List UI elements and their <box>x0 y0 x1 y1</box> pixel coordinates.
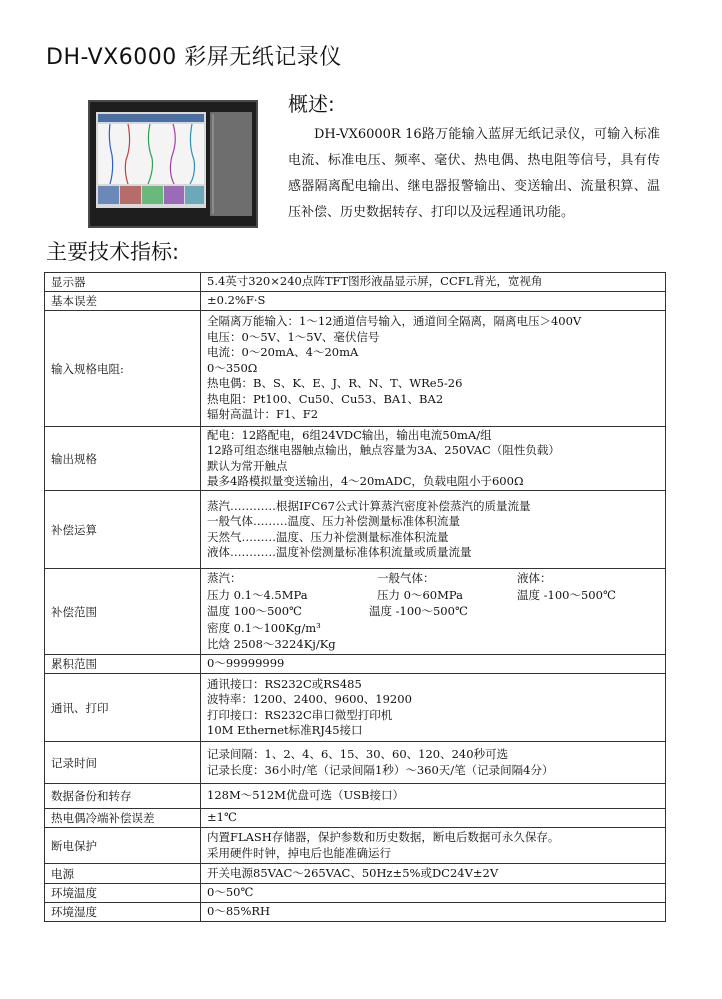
spec-row <box>45 903 666 922</box>
spec-value-line: 热电阻：Pt100、Cu50、Cu53、BA1、BA2 <box>207 391 444 406</box>
grid-cell: 温度 100～500℃ <box>207 604 302 619</box>
grid-cell: 密度 0.1～100Kg/m³ <box>207 620 321 635</box>
spec-value-line: 天然气………温度、压力补偿测量标准体积流量 <box>207 529 449 544</box>
grid-cell: 一般气体： <box>377 571 435 586</box>
spec-value-line: 记录间隔：1、2、4、6、15、30、60、120、240秒可选 <box>207 747 509 761</box>
grid-cell <box>517 620 659 637</box>
spec-value <box>201 903 666 922</box>
grid-cell: 温度 -100～500℃ <box>369 604 468 619</box>
spec-value-line: 打印接口：RS232C串口微型打印机 <box>207 707 393 722</box>
spec-value-line: 一般气体………温度、压力补偿测量标准体积流量 <box>207 514 460 528</box>
spec-value <box>201 828 666 864</box>
grid-cell: 液体： <box>517 571 552 586</box>
page-title: DH-VX6000 彩屏无纸记录仪 <box>46 45 342 70</box>
spec-value-line: 全隔离万能输入：1～12通道信号输入，通道间全隔离，隔离电压＞400V <box>207 314 582 329</box>
spec-value-line: 默认为常开触点 <box>207 458 288 473</box>
spec-label: 环境湿度 <box>45 903 201 922</box>
spec-value <box>201 491 666 569</box>
spec-value-line: 辐射高温计：F1、F2 <box>207 407 319 422</box>
spec-row <box>45 427 666 491</box>
spec-table <box>44 272 666 922</box>
spec-value-line: ±0.2%F·S <box>207 293 266 308</box>
spec-label: 通讯、打印 <box>45 674 201 742</box>
spec-row <box>45 742 666 784</box>
spec-value-line: 0～50℃ <box>207 885 254 900</box>
spec-value-line: 波特率：1200、2400、9600、19200 <box>207 692 412 706</box>
spec-label: 断电保护 <box>45 828 201 864</box>
spec-label: 记录时间 <box>45 742 201 784</box>
spec-value-line: 0～85%RH <box>207 904 271 919</box>
spec-value-line: 12路可组态继电器触点输出，触点容量为3A、250VAC（阻性负载） <box>207 443 560 457</box>
spec-value-line: 电压：0～5V、1～5V、毫伏信号 <box>207 329 380 344</box>
spec-value-line: 热电偶：B、S、K、E、J、R、N、T、WRe5-26 <box>207 376 463 391</box>
spec-row <box>45 273 666 292</box>
spec-label: 环境温度 <box>45 884 201 903</box>
spec-row <box>45 884 666 903</box>
spec-row <box>45 569 666 655</box>
spec-label: 数据备份和转存 <box>45 784 201 809</box>
spec-value-line: 开关电源85VAC～265VAC、50Hz±5%或DC24V±2V <box>207 865 499 880</box>
spec-value <box>201 809 666 828</box>
spec-value-line: 0～99999999 <box>207 656 285 671</box>
spec-value <box>201 311 666 427</box>
grid-cell: 比焓 2508～3224Kj/Kg <box>207 637 336 652</box>
spec-label: 热电偶冷端补偿误差 <box>45 809 201 828</box>
spec-label: 累积范围 <box>45 655 201 674</box>
spec-label: 补偿运算 <box>45 491 201 569</box>
recorder-device-image <box>88 100 258 228</box>
spec-value-line: 0～350Ω <box>207 360 258 375</box>
spec-value <box>201 292 666 311</box>
spec-value <box>201 655 666 674</box>
specs-heading: 主要技术指标: <box>46 240 180 264</box>
spec-value-line: 采用硬件时钟，掉电后也能准确运行 <box>207 845 391 860</box>
spec-value <box>201 273 666 292</box>
spec-value-line: 内置FLASH存储器，保护参数和历史数据，断电后数据可永久保存。 <box>207 830 560 844</box>
spec-row <box>45 828 666 864</box>
spec-row <box>45 674 666 742</box>
spec-label: 基本误差 <box>45 292 201 311</box>
spec-value <box>201 674 666 742</box>
grid-cell: 压力 0～60MPa <box>377 587 463 602</box>
spec-value-line: ±1℃ <box>207 810 237 825</box>
spec-value-line: 液体…………温度补偿测量标准体积流量或质量流量 <box>207 545 472 559</box>
spec-label: 输入规格电阻: <box>45 311 201 427</box>
spec-value-line: 配电：12路配电，6组24VDC输出，输出电流50mA/组 <box>207 427 492 442</box>
grid-cell <box>517 603 659 620</box>
spec-value <box>201 742 666 784</box>
spec-row <box>45 784 666 809</box>
grid-cell: 压力 0.1～4.5MPa <box>207 587 308 602</box>
spec-row <box>45 311 666 427</box>
spec-label: 输出规格 <box>45 427 201 491</box>
spec-value <box>201 569 666 655</box>
grid-cell <box>517 636 659 653</box>
spec-value-line: 最多4路模拟量变送输出，4～20mADC，负载电阻小于600Ω <box>207 474 524 488</box>
spec-value-line: 128M～512M优盘可选（USB接口） <box>207 788 404 803</box>
spec-row <box>45 655 666 674</box>
grid-cell: 蒸汽： <box>207 571 242 586</box>
spec-value-line: 记录长度：36小时/笔（记录间隔1秒）～360天/笔（记录间隔4分） <box>207 762 554 777</box>
grid-cell <box>377 620 517 637</box>
grid-cell: 温度 -100～500℃ <box>517 587 616 602</box>
spec-value-line: 电流：0～20mA、4～20mA <box>207 345 359 360</box>
grid-cell <box>377 636 517 653</box>
spec-row <box>45 491 666 569</box>
spec-value <box>201 784 666 809</box>
spec-label: 补偿范围 <box>45 569 201 655</box>
overview-heading: 概述: <box>288 92 335 116</box>
spec-value <box>201 427 666 491</box>
spec-value <box>201 884 666 903</box>
spec-row <box>45 809 666 828</box>
spec-row <box>45 864 666 884</box>
spec-value-line: 10M Ethernet标准RJ45接口 <box>207 723 363 737</box>
spec-value <box>201 864 666 884</box>
spec-label: 显示器 <box>45 273 201 292</box>
spec-value-line: 蒸汽…………根据IFC67公式计算蒸汽密度补偿蒸汽的质量流量 <box>207 498 531 513</box>
overview-text: DH-VX6000R 16路万能输入蓝屏无纸记录仪，可输入标准电流、标准电压、频率、毫伏、热电偶、热电阻等信号，具有传感器隔离配电输出、继电器报警输出、变送输出、流量积算、温压补偿、历史数据转存、打印以及远程通讯功能。 <box>288 127 660 220</box>
spec-value-line: 通讯接口：RS232C或RS485 <box>207 676 362 691</box>
spec-label: 电源 <box>45 864 201 884</box>
compensation-range-grid <box>207 570 659 653</box>
spec-value-line: 5.4英寸320×240点阵TFT图形液晶显示屏，CCFL背光，宽视角 <box>207 274 543 289</box>
spec-row <box>45 292 666 311</box>
